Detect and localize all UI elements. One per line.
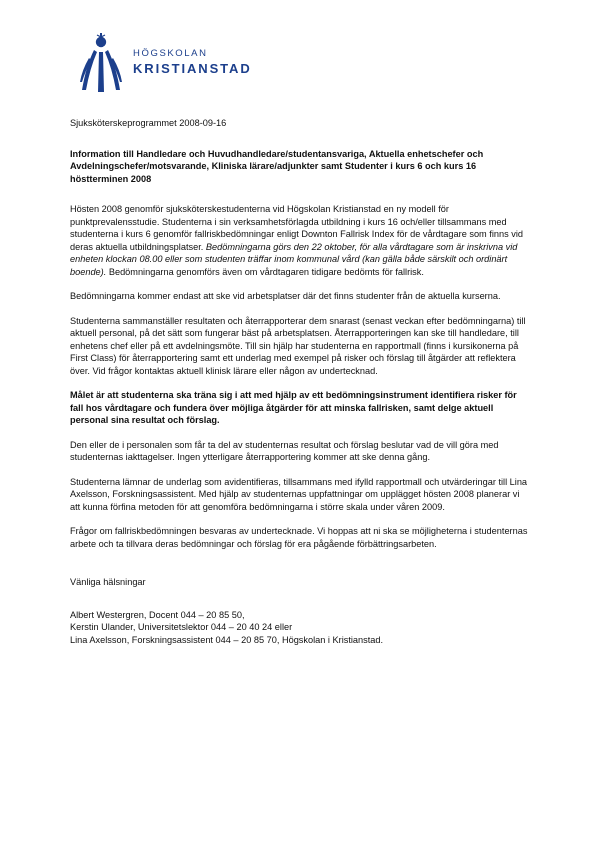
paragraph-4-goal: Målet är att studenterna ska träna sig i att med hjälp av ett bedömningsinstrument identifiera risker för fall hos vårdtagare och fundera över möjliga åtgärder för att minska fallrisken, samt delge aktuell personal sina resultat och förslag.: [70, 390, 517, 425]
signature-line: Lina Axelsson, Forskningsassistent 044 – 20 85 70, Högskolan i Kristianstad.: [70, 634, 384, 645]
date-line: Sjuksköterskeprogrammet 2008-09-16: [70, 118, 227, 128]
paragraph-7: Frågor om fallriskbedömningen besvaras av undertecknade. Vi hoppas att ni ska se möjligheterna i studenternas arbete och ta tillvara deras bedömningar och förslag för era pågående förbättringsarbeten.: [70, 526, 528, 549]
paragraph-1-text: Hösten 2008 genomför sjuksköterskestudenterna vid Högskolan Kristianstad en ny modell för punktprevalensstudie. Studenterna i sin verksamhetsförlagda utbildning i kurs 16 och/eller tillsammans med studenterna i kurs 6 genomför fallriskbedömningar enligt Downton Fallrisk Index för de vårdtagare som finns vid deras aktuella utbildningsplatser.: [70, 204, 523, 252]
closing-greeting: Vänliga hälsningar: [70, 577, 146, 587]
crown-emblem-icon: [80, 30, 132, 96]
signature-line: Albert Westergren, Docent 044 – 20 85 50,: [70, 609, 245, 620]
letter-heading: Information till Handledare och Huvudhandledare/studentansvariga, Aktuella enhetschefer och Avdelningschefer/motsvarande, Kliniska lärare/adjunkter samt Studenter i kurs 6 och kurs 16 höstterminen 2008: [70, 148, 484, 184]
paragraph-1-end: Bedömningarna genomförs även om vårdtagaren tidigare bedömts för fallrisk.: [106, 266, 424, 277]
paragraph-1-italic: Bedömningarna görs den 22 oktober, för alla vårdtagare som är inskrivna vid enheten klockan 08.00 eller som studenten träffar inom kommunal vård (kan gälla både särskilt och ordinärt boende).: [70, 241, 518, 277]
paragraph-3: Studenterna sammanställer resultaten och återrapporterar dem snarast (senast veckan efter bedömningarna) till aktuell personal, på det sätt som fungerar bäst på arbetsplatsen. Återrapporteringen kan ske till handledare, till enhetens chef eller på ett avdelningsmöte. Till sin hjälp har studenterna en rapportmall (finns i kursikonerna på First Class) för återrapportering samt ett underlag med exempel på risker och förslag till åtgärder att reflektera över. Vid frågor kontaktas aktuell klinisk lärare eller någon av undertecknad.: [70, 315, 526, 376]
signature-line: Kerstin Ulander, Universitetslektor 044 – 20 40 24 eller: [70, 622, 293, 632]
paragraph-1: [70, 203, 532, 278]
logo-text-line1: HÖGSKOLAN: [133, 48, 208, 59]
university-logo: [80, 30, 280, 100]
paragraph-2: Bedömningarna kommer endast att ske vid arbetsplatser där det finns studenter från de aktuella kurserna.: [70, 291, 501, 301]
paragraph-5: Den eller de i personalen som får ta del av studenternas resultat och förslag beslutar vad de vill göra med studenternas iakttagelser. Ingen ytterligare återrapportering kommer att ske denna gång.: [70, 439, 499, 462]
paragraph-6: Studenterna lämnar de underlag som avidentifieras, tillsammans med ifylld rapportmall och utvärderingar till Lina Axelsson, Forskningsassistent. Med hjälp av studenternas uppfattningar om upplägget hösten 2008 planerar vi att kunna förfina metoden för att genomföra bedömningarna i större skala under våren 2009.: [70, 476, 528, 512]
letter-body: [70, 117, 532, 646]
logo-text-line2: KRISTIANSTAD: [133, 61, 252, 76]
